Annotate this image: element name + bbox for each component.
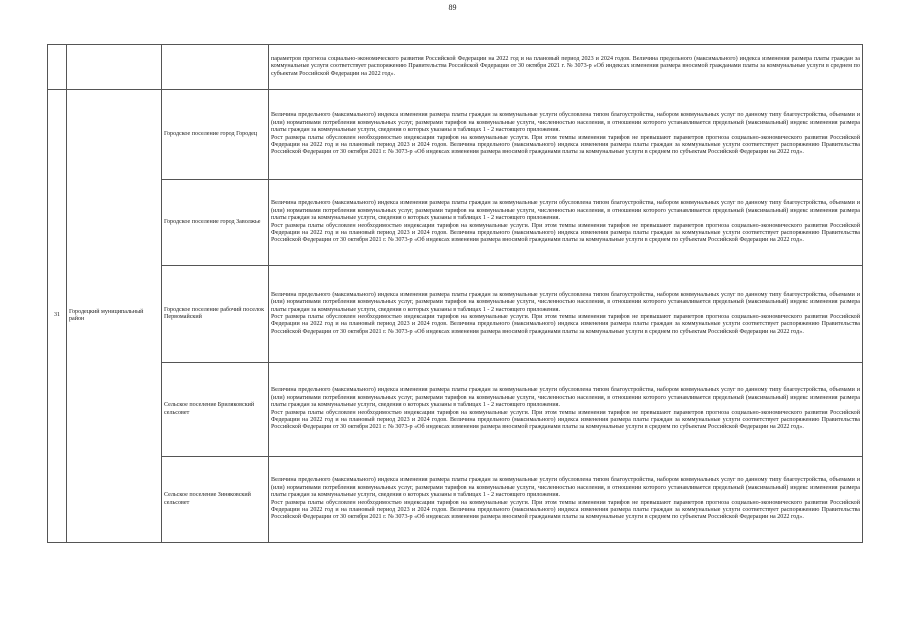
number-cell bbox=[48, 45, 67, 90]
table-row bbox=[48, 363, 863, 457]
district-cell bbox=[67, 45, 162, 90]
justification-cell bbox=[269, 45, 863, 90]
district-name: Городецкий муниципальный район bbox=[67, 90, 162, 543]
table-row bbox=[48, 180, 863, 266]
settlement-name: Сельское поселение Бриляковский сельсовет bbox=[162, 363, 269, 457]
justification-cell bbox=[269, 363, 863, 457]
settlement-cell bbox=[162, 45, 269, 90]
justification-paragraph-2: Рост размера платы обусловлен необходимостью индексации тарифов на коммунальные услуги. При этом темпы изменения тарифов не превышают параметров прогноза социально-экономического развития Российской Федерации на 2022 год и на плановый период 2023 и 2024 годов. Величина предельного (максимального) индекса изменения размера платы граждан за коммунальные услуги соответствует распоряжению Правительства Российской Федерации от 30 октября 2021 г. № 3073-р «Об индексах изменения размера вносимой гражданами платы за коммунальные услуги в среднем по субъектам Российской Федерации на 2022 год». bbox=[271, 314, 860, 335]
justification-paragraph-1: Величина предельного (максимального) индекса изменения размера платы граждан за коммунальные услуги обусловлена типом благоустройства, набором коммунальных услуг по данному типу благоустройства, объемами и (или) нормативами потребления коммунальных услуг, размерами тарифов на коммунальные услуги, численностью населения, в отношении которого устанавливается предельный (максимальный) индекс изменения размера платы граждан за коммунальные услуги, сведения о которых указаны в таблицах 1 - 2 настоящего приложения. bbox=[271, 291, 860, 313]
settlement-name: Городское поселение рабочий поселок Первомайский bbox=[162, 266, 269, 363]
justification-paragraph-2: Рост размера платы обусловлен необходимостью индексации тарифов на коммунальные услуги. При этом темпы изменения тарифов не превышают параметров прогноза социально-экономического развития Российской Федерации на 2022 год и на плановый период 2023 и 2024 годов. Величина предельного (максимального) индекса изменения размера платы граждан за коммунальные услуги соответствует распоряжению Правительства Российской Федерации от 30 октября 2021 г. № 3073-р «Об индексах изменения размера вносимой гражданами платы за коммунальные услуги в среднем по субъектам Российской Федерации на 2022 год». bbox=[271, 134, 860, 156]
justification-text: параметров прогноза социально-экономического развития Российской Федерации на 2022 год и на плановый период 2023 и 2024 годов. Величина предельного (максимального) индекса изменения размера платы граждан за коммунальные услуги соответствует распоряжению Правительства Российской Федерации от 30 октября 2021 г. № 3073-р «Об индексах изменения размера вносимой гражданами платы за коммунальные услуги в среднем по субъектам Российской Федерации на 2022 год». bbox=[271, 55, 860, 77]
table-row bbox=[48, 457, 863, 543]
table-row-continuation bbox=[48, 45, 863, 90]
justification-paragraph-1: Величина предельного (максимального) индекса изменения размера платы граждан за коммунальные услуги обусловлена типом благоустройства, набором коммунальных услуг по данному типу благоустройства, объемами и (или) нормативами потребления коммунальных услуг, размерами тарифов на коммунальные услуги, численностью населения, в отношении которого устанавливается предельный (максимальный) индекс изменения размера платы граждан за коммунальные услуги, сведения о которых указаны в таблицах 1 - 2 настоящего приложения. bbox=[271, 112, 860, 134]
justification-paragraph-1: Величина предельного (максимального) индекса изменения размера платы граждан за коммунальные услуги обусловлена типом благоустройства, набором коммунальных услуг по данному типу благоустройства, объемами и (или) нормативами потребления коммунальных услуг, размерами тарифов на коммунальные услуги, численностью населения, в отношении которого устанавливается предельный (максимальный) индекс изменения размера платы граждан за коммунальные услуги, сведения о которых указаны в таблицах 1 - 2 настоящего приложения. bbox=[271, 200, 860, 222]
justification-cell bbox=[269, 90, 863, 180]
page-number: 89 bbox=[448, 3, 457, 12]
justification-cell bbox=[269, 180, 863, 266]
settlement-name: Городское поселение город Городец bbox=[162, 90, 269, 180]
table-row bbox=[48, 266, 863, 363]
justification-paragraph-2: Рост размера платы обусловлен необходимостью индексации тарифов на коммунальные услуги. При этом темпы изменения тарифов не превышают параметров прогноза социально-экономического развития Российской Федерации на 2022 год и на плановый период 2023 и 2024 годов. Величина предельного (максимального) индекса изменения размера платы граждан за коммунальные услуги соответствует распоряжению Правительства Российской Федерации от 30 октября 2021 г. № 3073-р «Об индексах изменения размера вносимой гражданами платы за коммунальные услуги в среднем по субъектам Российской Федерации на 2022 год». bbox=[271, 499, 860, 521]
justification-cell bbox=[269, 457, 863, 543]
settlement-name: Сельское поселение Зиняковский сельсовет bbox=[162, 457, 269, 543]
row-number: 31 bbox=[48, 90, 67, 543]
justification-paragraph-2: Рост размера платы обусловлен необходимостью индексации тарифов на коммунальные услуги. При этом темпы изменения тарифов не превышают параметров прогноза социально-экономического развития Российской Федерации на 2022 год и на плановый период 2023 и 2024 годов. Величина предельного (максимального) индекса изменения размера платы граждан за коммунальные услуги соответствует распоряжению Правительства Российской Федерации от 30 октября 2021 г. № 3073-р «Об индексах изменения размера вносимой гражданами платы за коммунальные услуги в среднем по субъектам Российской Федерации на 2022 год». bbox=[271, 222, 860, 244]
table-row bbox=[48, 90, 863, 180]
justification-paragraph-2: Рост размера платы обусловлен необходимостью индексации тарифов на коммунальные услуги. При этом темпы изменения тарифов не превышают параметров прогноза социально-экономического развития Российской Федерации на 2022 год и на плановый период 2023 и 2024 годов. Величина предельного (максимального) индекса изменения размера платы граждан за коммунальные услуги соответствует распоряжению Правительства Российской Федерации от 30 октября 2021 г. № 3073-р «Об индексах изменения размера вносимой гражданами платы за коммунальные услуги в среднем по субъектам Российской Федерации на 2022 год». bbox=[271, 409, 860, 431]
settlements-table bbox=[47, 44, 863, 543]
justification-cell bbox=[269, 266, 863, 363]
justification-paragraph-1: Величина предельного (максимального) индекса изменения размера платы граждан за коммунальные услуги обусловлена типом благоустройства, набором коммунальных услуг по данному типу благоустройства, объемами и (или) нормативами потребления коммунальных услуг, размерами тарифов на коммунальные услуги, численностью населения, в отношении которого устанавливается предельный (максимальный) индекс изменения размера платы граждан за коммунальные услуги, сведения о которых указаны в таблицах 1 - 2 настоящего приложения. bbox=[271, 477, 860, 499]
settlement-name: Городское поселение город Заволжье bbox=[162, 180, 269, 266]
justification-paragraph-1: Величина предельного (максимального) индекса изменения размера платы граждан за коммунальные услуги обусловлена типом благоустройства, набором коммунальных услуг по данному типу благоустройства, объемами и (или) нормативами потребления коммунальных услуг, размерами тарифов на коммунальные услуги, численностью населения, в отношении которого устанавливается предельный (максимальный) индекс изменения размера платы граждан за коммунальные услуги, сведения о которых указаны в таблицах 1 - 2 настоящего приложения. bbox=[271, 387, 860, 409]
